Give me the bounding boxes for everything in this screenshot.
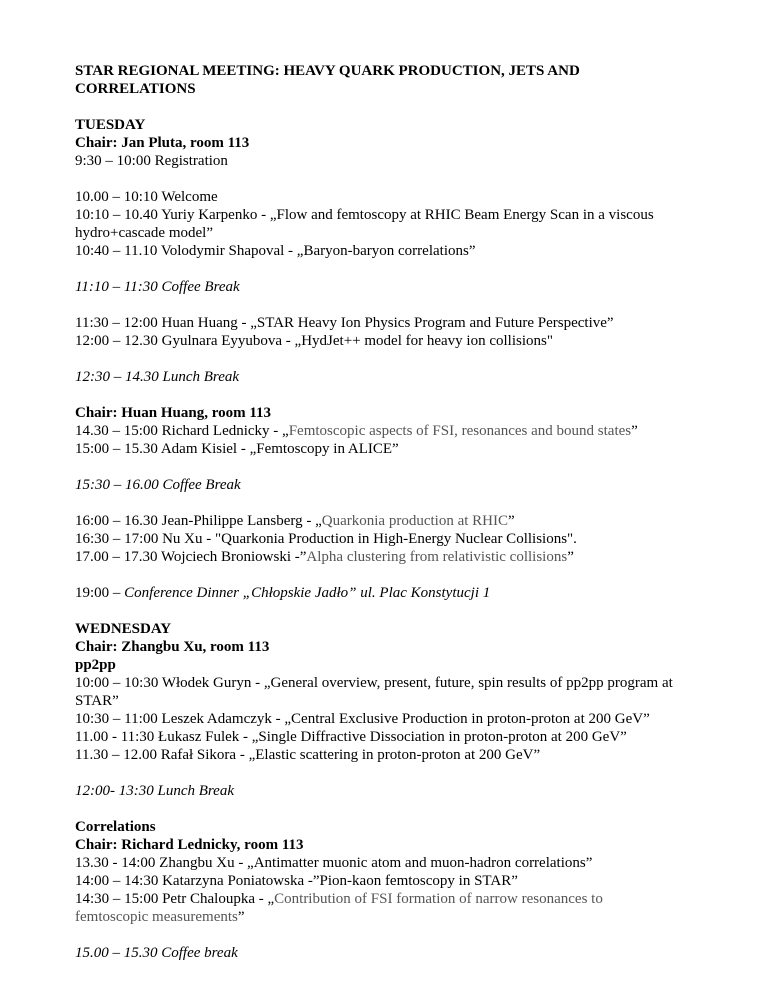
- talk-quote-close: ”: [237, 909, 245, 925]
- schedule-item-guryn-cont: STAR”: [75, 693, 119, 709]
- spacer: [75, 602, 715, 620]
- talk-time-speaker: 14.30 – 15:00 Richard Lednicky - „: [75, 423, 289, 439]
- dinner-time: 19:00 –: [75, 585, 125, 601]
- schedule-item-poniatowska: 14:00 – 14:30 Katarzyna Poniatowska -”Pion-kaon femtoscopy in STAR”: [75, 873, 518, 889]
- spacer: [75, 494, 715, 512]
- talk-title: Femtoscopic aspects of FSI, resonances and bound states: [288, 423, 632, 439]
- schedule-item-kisiel: 15:00 – 15.30 Adam Kisiel - „Femtoscopy in ALICE”: [75, 441, 399, 457]
- talk-title: Alpha clustering from relativistic collisions: [306, 549, 568, 565]
- talk-quote-close: ”: [507, 513, 515, 529]
- schedule-item-zxu: 13.30 - 14:00 Zhangbu Xu - „Antimatter muonic atom and muon-hadron correlations”: [75, 855, 593, 871]
- schedule-item-dinner: [75, 584, 715, 602]
- session-heading-pp2pp: pp2pp: [75, 657, 116, 673]
- schedule-item-adamczyk: 10:30 – 11:00 Leszek Adamczyk - „Central Exclusive Production in proton-proton at 200 GeV”: [75, 711, 650, 727]
- schedule-item-registration: 9:30 – 10:00 Registration: [75, 153, 228, 169]
- spacer: [75, 296, 715, 314]
- break-coffee-1: 11:10 – 11:30 Coffee Break: [75, 279, 240, 295]
- spacer: [75, 800, 715, 818]
- spacer: [75, 170, 715, 188]
- spacer: [75, 260, 715, 278]
- talk-time-speaker: 14:30 – 15:00 Petr Chaloupka - „: [75, 891, 275, 907]
- schedule-item-lansberg: [75, 512, 715, 530]
- schedule-item-chaloupka: [75, 890, 715, 908]
- schedule-item-fulek: 11.00 - 11:30 Łukasz Fulek - „Single Diffractive Dissociation in proton-proton at 200 GeV”: [75, 729, 627, 745]
- dinner-text: Conference Dinner „Chłopskie Jadło” ul. Plac Konstytucji 1: [124, 585, 491, 601]
- break-lunch-2: 12:00- 13:30 Lunch Break: [75, 783, 234, 799]
- spacer: [75, 386, 715, 404]
- document-title-line-1: STAR REGIONAL MEETING: HEAVY QUARK PRODUCTION, JETS AND: [75, 63, 580, 79]
- schedule-item-guryn: 10:00 – 10:30 Włodek Guryn - „General overview, present, future, spin results of pp2pp program at: [75, 675, 673, 691]
- schedule-item-eyyubova: 12:00 – 12.30 Gyulnara Eyyubova - „HydJet++ model for heavy ion collisions": [75, 333, 553, 349]
- schedule-item-chaloupka-cont: [75, 908, 715, 926]
- session-heading-correlations: Correlations: [75, 819, 156, 835]
- schedule-document: [75, 62, 715, 962]
- day-heading-wednesday: WEDNESDAY: [75, 621, 172, 637]
- day-heading-tuesday: TUESDAY: [75, 117, 146, 133]
- schedule-item-xu: 16:30 – 17:00 Nu Xu - "Quarkonia Production in High-Energy Nuclear Collisions".: [75, 531, 577, 547]
- chair-line: Chair: Jan Pluta, room 113: [75, 135, 250, 151]
- schedule-item-welcome: 10.00 – 10:10 Welcome: [75, 189, 218, 205]
- break-coffee-3: 15.00 – 15.30 Coffee break: [75, 945, 238, 961]
- spacer: [75, 458, 715, 476]
- spacer: [75, 566, 715, 584]
- chair-line: Chair: Richard Lednicky, room 113: [75, 837, 304, 853]
- break-coffee-2: 15:30 – 16.00 Coffee Break: [75, 477, 241, 493]
- schedule-item-karpenko-cont: hydro+cascade model”: [75, 225, 213, 241]
- break-lunch-1: 12:30 – 14.30 Lunch Break: [75, 369, 240, 385]
- document-title-line-2: CORRELATIONS: [75, 81, 196, 97]
- talk-time-speaker: 17.00 – 17.30 Wojciech Broniowski -”: [75, 549, 307, 565]
- schedule-item-shapoval: 10:40 – 11.10 Volodymir Shapoval - „Baryon-baryon correlations”: [75, 243, 476, 259]
- spacer: [75, 926, 715, 944]
- schedule-item-sikora: 11.30 – 12.00 Rafał Sikora - „Elastic scattering in proton-proton at 200 GeV”: [75, 747, 541, 763]
- schedule-item-huang: 11:30 – 12:00 Huan Huang - „STAR Heavy Ion Physics Program and Future Perspective”: [75, 315, 614, 331]
- schedule-item-karpenko: 10:10 – 10.40 Yuriy Karpenko - „Flow and femtoscopy at RHIC Beam Energy Scan in a viscous: [75, 207, 654, 223]
- schedule-item-broniowski: [75, 548, 715, 566]
- spacer: [75, 764, 715, 782]
- talk-quote-close: ”: [567, 549, 574, 565]
- talk-title-cont: femtoscopic measurements: [75, 909, 238, 925]
- schedule-item-lednicky: [75, 422, 715, 440]
- spacer: [75, 350, 715, 368]
- talk-quote-close: ”: [631, 423, 638, 439]
- talk-title: Contribution of FSI formation of narrow resonances to: [274, 891, 603, 907]
- spacer: [75, 98, 715, 116]
- chair-line: Chair: Huan Huang, room 113: [75, 405, 272, 421]
- chair-line: Chair: Zhangbu Xu, room 113: [75, 639, 270, 655]
- talk-title: Quarkonia production at RHIC: [321, 513, 508, 529]
- talk-time-speaker: 16:00 – 16.30 Jean-Philippe Lansberg - „: [75, 513, 322, 529]
